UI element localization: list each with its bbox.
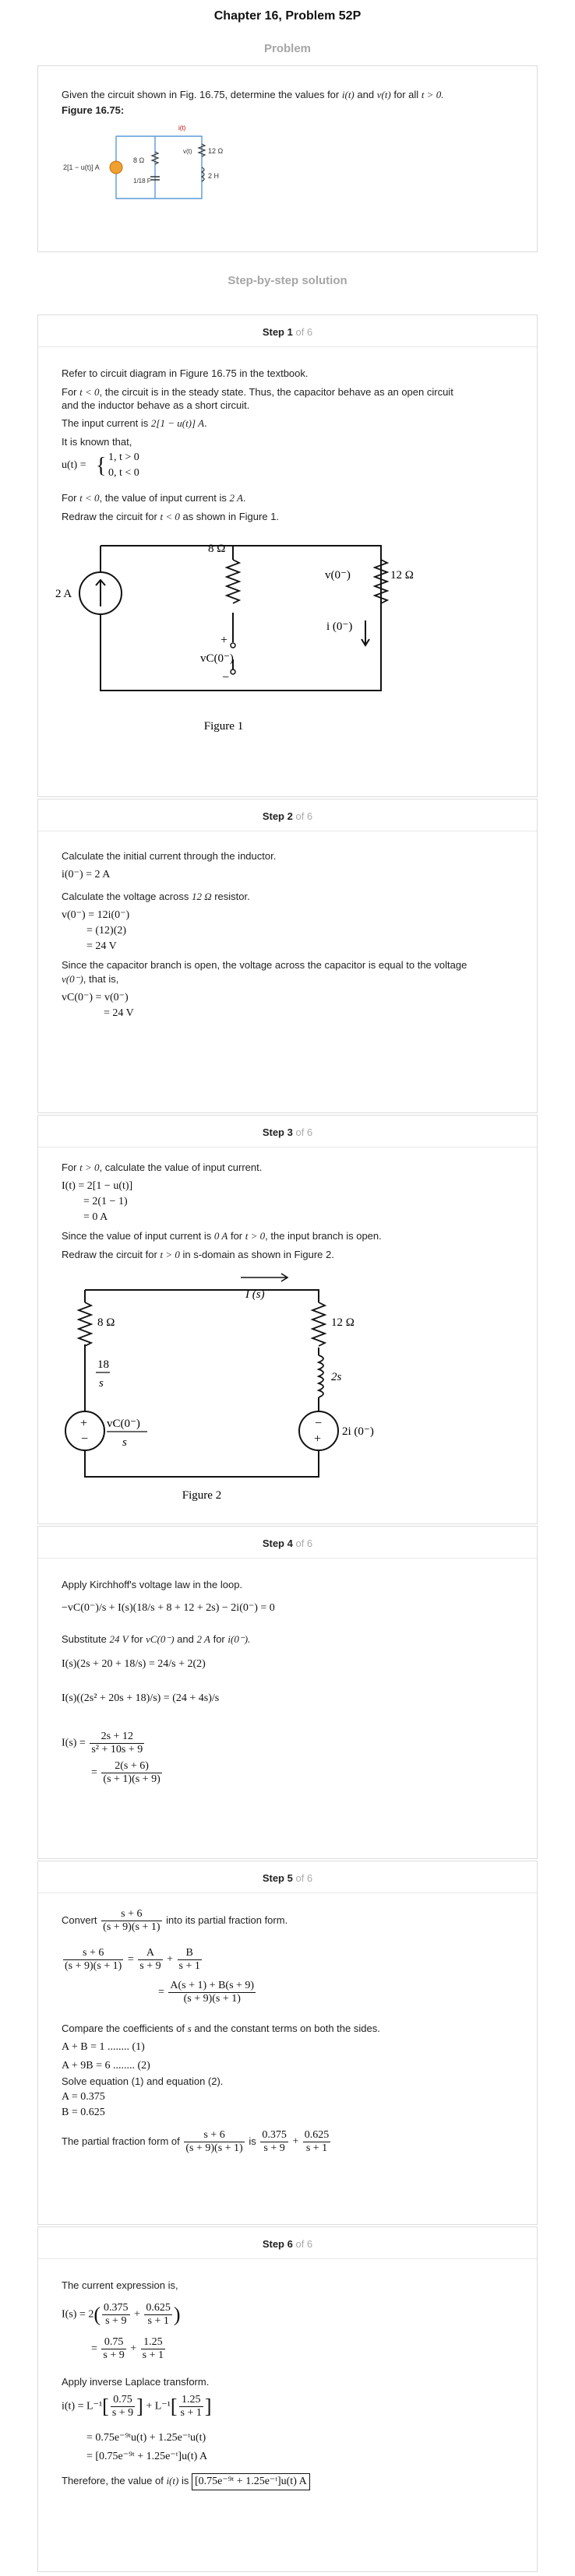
s1-u-def: u(t) = xyxy=(62,459,86,471)
s3-e3: = 0 A xyxy=(83,1211,108,1223)
fig1-v-label: v(0⁻) xyxy=(325,569,351,582)
fig2-cap-n: 18 xyxy=(97,1358,109,1371)
problem-card xyxy=(37,65,538,252)
step-5-header: Step 5 of 6 xyxy=(262,1872,313,1884)
s2-p1: Calculate the initial current through the inductor. xyxy=(62,850,277,862)
step-5-card xyxy=(37,1861,538,2225)
s1-p2-cont: and the inductor behave as a short circuit. xyxy=(62,399,250,411)
step-3-header: Step 3 of 6 xyxy=(262,1126,313,1138)
final-answer: [0.75e⁻⁹ᵗ + 1.25e⁻ᵗ]u(t) A xyxy=(192,2473,310,2490)
s3-p3: Redraw the circuit for t > 0 in s-domain as shown in Figure 2. xyxy=(62,1249,334,1260)
fig2-dep-plus: + xyxy=(314,1432,322,1446)
step-1-header: Step 1 of 6 xyxy=(262,326,313,338)
problem-i-label: i(t) xyxy=(178,125,186,132)
problem-l-label: 2 H xyxy=(208,172,220,180)
s1-p3: The input current is 2[1 − u(t)] A. xyxy=(62,417,207,429)
step-2-header: Step 2 of 6 xyxy=(262,810,313,822)
s5-p1: Convert $\frac{s + 6}{(s + 9)(s + 1)}$ into its partial fraction form. xyxy=(62,1908,288,1934)
fig1-src-label: 2 A xyxy=(55,588,72,600)
step-1-card xyxy=(37,315,538,797)
s1-brace: { xyxy=(96,454,107,478)
s2-e6: = 24 V xyxy=(104,1007,134,1019)
fig2-r12 xyxy=(312,1302,325,1346)
problem-r8-label: 8 Ω xyxy=(133,156,145,164)
problem-c-label: 1/18 F xyxy=(133,177,151,185)
figure-1 xyxy=(54,529,414,785)
s4-e5-frac: $\frac{2(s + 6)}{(s + 1)(s + 9)}$ xyxy=(103,1760,161,1785)
s6-e4: = 0.75e⁻⁹ᵗu(t) + 1.25e⁻ᵗu(t) xyxy=(86,2432,206,2444)
s1-p5: For t < 0, the value of input current is 2 A. xyxy=(62,492,246,504)
s2-e1: i(0⁻) = 2 A xyxy=(62,869,111,880)
s1-p2: For t < 0, the circuit is in the steady state. Thus, the capacitor behave as an open circuit xyxy=(62,386,453,398)
s6-e1-r2: $\frac{0.625}{s + 1}$ xyxy=(146,2302,171,2327)
fig2-l-label: 2s xyxy=(331,1371,342,1383)
s3-e1: I(t) = 2[1 − u(t)] xyxy=(62,1180,133,1192)
step-4-card xyxy=(37,1526,538,1859)
s5-p1-frac: $\frac{s + 6}{(s + 9)(s + 1)}$ xyxy=(103,1908,161,1934)
step-6-card xyxy=(37,2226,538,2572)
problem-circuit-figure xyxy=(62,121,249,214)
fig2-vs-minus: − xyxy=(81,1432,89,1446)
s6-p2: Apply inverse Laplace transform. xyxy=(62,2376,210,2388)
s5-p2: Compare the coefficients of s and the constant terms on both the sides. xyxy=(62,2022,380,2034)
s4-p2: Substitute 24 V for vC(0⁻) and 2 A for i(0⁻). xyxy=(62,1633,251,1645)
s1-p6: Redraw the circuit for t < 0 as shown in Figure 1. xyxy=(62,511,280,522)
s3-p1: For t > 0, calculate the value of input current. xyxy=(62,1161,263,1173)
fig2-vs-d: s xyxy=(122,1436,127,1449)
s6-e2: = $\frac{0.75}{s + 9}$ + $\frac{1.25}{s + 1}$ xyxy=(91,2336,164,2361)
fig1-vc-label: vC(0⁻) xyxy=(200,652,234,665)
s6-e1-r1: $\frac{0.375}{s + 9}$ xyxy=(104,2302,129,2327)
fig2-is-label: I (s) xyxy=(245,1288,265,1301)
problem-statement: Given the circuit shown in Fig. 16.75, determine the values for i(t) and v(t) for all t > 0. xyxy=(62,89,444,100)
s2-e3: = (12)(2) xyxy=(86,925,127,937)
s5-eq2: A + 9B = 6 ........ (2) xyxy=(62,2060,150,2072)
s6-e3-r2: $\frac{1.25}{s + 1}$ xyxy=(180,2394,202,2419)
s5-e2: = $\frac{A(s + 1) + B(s + 9)}{(s + 9)(s + 1)}$ xyxy=(158,1980,255,2005)
s4-e1: −vC(0⁻)/s + I(s)(18/s + 8 + 12 + 2s) − 2i(0⁻) = 0 xyxy=(62,1602,275,1614)
solution-heading: Step-by-step solution xyxy=(228,274,347,287)
s2-e5: vC(0⁻) = v(0⁻) xyxy=(62,992,129,1003)
s5-p4: The partial fraction form of $\frac{s + 6}{(s + 9)(s + 1)}$ is $\frac{0.375}{s + 9}$ + $\frac{0.625}{s + 1}$ xyxy=(62,2129,330,2155)
fig1-r12-label: 12 Ω xyxy=(390,569,414,582)
fig2-is-arrow xyxy=(241,1274,288,1281)
s1-case1: 1, t > 0 xyxy=(108,452,139,463)
figure-label: Figure 16.75: xyxy=(62,104,125,116)
fig1-r8-label: 8 Ω xyxy=(208,543,226,555)
step-4-header: Step 4 of 6 xyxy=(262,1538,313,1549)
s5-e1-lhs: $\frac{s + 6}{(s + 9)(s + 1)}$ xyxy=(65,1947,122,1972)
s6-e3-r1: $\frac{0.75}{s + 9}$ xyxy=(111,2394,134,2419)
s5-p4-r1: $\frac{0.375}{s + 9}$ xyxy=(262,2129,287,2155)
fig2-vs-n: vC(0⁻) xyxy=(107,1418,140,1430)
fig2-dep-label: 2i (0⁻) xyxy=(342,1425,374,1438)
s3-e2: = 2(1 − 1) xyxy=(83,1196,128,1207)
s5-e1-a: $\frac{A}{s + 9}$ xyxy=(139,1947,161,1972)
fig1-minus: − xyxy=(222,671,230,684)
s5-b: B = 0.625 xyxy=(62,2107,105,2118)
s3-p2: Since the value of input current is 0 A for t > 0, the input branch is open. xyxy=(62,1230,382,1242)
s1-p4: It is known that, xyxy=(62,436,132,448)
problem-current-source xyxy=(110,161,122,174)
s4-p1: Apply Kirchhoff's voltage law in the loop. xyxy=(62,1579,243,1590)
step-2-card xyxy=(37,799,538,1113)
problem-heading: Problem xyxy=(263,42,311,55)
s4-e4-frac: $\frac{2s + 12}{\text{s² + 10s + 9}}$ xyxy=(91,1731,143,1755)
s6-p1: The current expression is, xyxy=(62,2279,178,2291)
s5-p3: Solve equation (1) and equation (2). xyxy=(62,2075,224,2087)
s4-e2: I(s)(2s + 20 + 18/s) = 24/s + 2(2) xyxy=(62,1658,206,1670)
fig1-i-arrow xyxy=(362,620,369,645)
problem-src-label: 2[1 − u(t)] A xyxy=(63,163,100,171)
s6-e1: I(s) = 2( $\frac{0.375}{s + 9}$ + $\frac{0.625}{s + 1}$ ) xyxy=(62,2302,181,2327)
fig1-node-top xyxy=(231,643,235,648)
s4-e5: = $\frac{2(s + 6)}{(s + 1)(s + 9)}$ xyxy=(91,1760,161,1785)
s2-p3: Since the capacitor branch is open, the voltage across the capacitor is equal to the voltage xyxy=(62,959,467,971)
step-3-card xyxy=(37,1115,538,1524)
fig1-i-label: i (0⁻) xyxy=(326,620,353,633)
fig2-inductor xyxy=(319,1355,323,1397)
fig2-r12-label: 12 Ω xyxy=(331,1316,355,1329)
fig1-plus: + xyxy=(220,634,228,647)
s6-e3: i(t) = L⁻¹[ $\frac{0.75}{s + 9}$ ] + L⁻¹[ $\frac{1.25}{s + 1}$ ] xyxy=(62,2394,212,2419)
s6-e5: = [0.75e⁻⁹ᵗ + 1.25e⁻ᵗ]u(t) A xyxy=(86,2451,208,2462)
s5-a: A = 0.375 xyxy=(62,2091,105,2103)
problem-v-label: v(t) xyxy=(183,148,192,155)
s5-e1-b: $\frac{B}{s + 1}$ xyxy=(178,1947,200,1972)
fig1-node-bottom xyxy=(231,669,235,674)
fig2-cap-d: s xyxy=(99,1377,104,1390)
s2-p3-cont: v(0⁻), that is, xyxy=(62,973,119,985)
s2-e2: v(0⁻) = 12i(0⁻) xyxy=(62,909,130,921)
fig2-r8-label: 8 Ω xyxy=(97,1316,115,1329)
step-6-header: Step 6 of 6 xyxy=(262,2238,313,2250)
figure-2 xyxy=(62,1267,373,1508)
s1-case2: 0, t < 0 xyxy=(108,467,139,479)
fig1-r8 xyxy=(227,560,239,603)
s5-eq1: A + B = 1 ........ (1) xyxy=(62,2041,145,2053)
fig2-caption: Figure 2 xyxy=(182,1489,222,1502)
s5-p4-r2: $\frac{0.625}{s + 1}$ xyxy=(304,2129,330,2155)
s2-e4: = 24 V xyxy=(86,940,117,952)
s4-e3: I(s)((2s² + 20s + 18)/s) = (24 + 4s)/s xyxy=(62,1692,220,1704)
s2-p2: Calculate the voltage across 12 Ω resistor. xyxy=(62,891,250,902)
fig2-dep-minus: − xyxy=(315,1417,323,1430)
s6-e2-r1: $\frac{0.75}{s + 9}$ xyxy=(103,2336,125,2361)
s5-e1: $\frac{s + 6}{(s + 9)(s + 1)}$ = $\frac{A}{s + 9}$ + $\frac{B}{s + 1}$ xyxy=(65,1947,200,1972)
fig1-caption: Figure 1 xyxy=(203,720,244,733)
s6-e2-r2: $\frac{1.25}{s + 1}$ xyxy=(142,2336,164,2361)
fig2-r8 xyxy=(79,1302,91,1346)
page-title: Chapter 16, Problem 52P xyxy=(213,9,362,23)
s4-e4: I(s) = $\frac{2s + 12}{\text{s² + 10s + 9}}$ xyxy=(62,1731,143,1755)
problem-r12-label: 12 Ω xyxy=(208,147,224,155)
s5-p4-frac: $\frac{s + 6}{(s + 9)(s + 1)}$ xyxy=(185,2129,243,2155)
fig2-vs-plus: + xyxy=(80,1417,88,1430)
s6-p3: Therefore, the value of i(t) is [0.75e⁻⁹ᵗ + 1.25e⁻ᵗ]u(t) A xyxy=(62,2473,310,2490)
s5-e2-frac: $\frac{A(s + 1) + B(s + 9)}{(s + 9)(s + 1)}$ xyxy=(170,1980,255,2005)
s1-p1: Refer to circuit diagram in Figure 16.75 in the textbook. xyxy=(62,367,309,379)
